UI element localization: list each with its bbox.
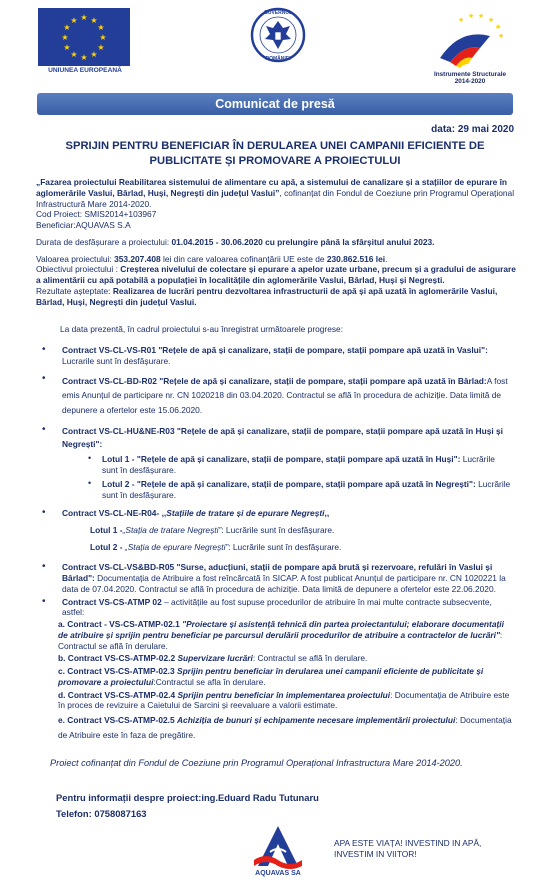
svg-text:★: ★ — [99, 33, 107, 42]
lot-title: Lotul 2 - "Rețele de apă și canalizare, stații de pompare, stații pompare apă uzată în Negrești": — [102, 479, 476, 490]
contract-status: Documentația de Atribuire a fost reîncărcată în SICAP. A fost publicat Anunțul de participare nr. CN 1020221 la data de 07.04.2020. Contractul se află în procedura de achiziție. Data limită de depunere a ofertelor este 22.06.2020. — [62, 573, 506, 594]
eu-cofinance-value: 230.862.516 lei — [326, 253, 386, 264]
project-name: „Fazarea proiectului Reabilitarea sistemului de alimentare cu apă, a sistemului de canalizare și a stațiilor de epurare în aglomerările Vaslui, Bârlad, Huși, Negrești din județul Vaslui” — [36, 177, 508, 198]
contract-status: – activitățile au fost supuse procedurilor de atribuire în mai multe contracte subsecvente, astfel: — [62, 596, 492, 618]
lot-status: Lucrările sunt în desfășurare. — [102, 454, 495, 476]
svg-text:★: ★ — [478, 12, 485, 20]
subcontract-name: Supervizare lucrări — [177, 653, 253, 664]
objective-text: Creșterea nivelului de colectare și epurare a apelor uzate urbane, precum și a gradului de asigurare a alimentării cu apă potabilă a populației în localitățile din aglomerările Vaslui, Bârlad, Huși și Negrești. — [36, 264, 516, 285]
beneficiary-name: AQUAVAS S.A — [75, 220, 131, 230]
contract-title-end: ,, — [324, 508, 330, 519]
objective-line — [36, 264, 516, 286]
subcontract-status: : Contractul se află în derulare. — [58, 629, 503, 651]
project-details — [36, 177, 516, 307]
contracts-list — [42, 345, 512, 745]
svg-text:★: ★ — [458, 16, 465, 24]
svg-text:★: ★ — [468, 12, 475, 20]
page-title: SPRIJIN PENTRU BENEFICIAR ÎN DERULAREA UNEI CAMPANII EFICIENTE DE PUBLICITATE ȘI PROMOVARE A PROIECTULUI — [65, 140, 485, 167]
svg-text:★: ★ — [61, 33, 69, 42]
subcontract-c — [42, 666, 512, 688]
lot-group — [90, 525, 512, 553]
objective-label: Obiectivul proiectului : — [36, 264, 121, 275]
duration-label: Durata de desfășurare a proiectului: — [36, 236, 172, 247]
aquavas-water-icon — [246, 822, 310, 872]
subcontract-name: Sprijin pentru beneficiar în implementarea proiectului — [177, 689, 391, 700]
subcontract-e — [42, 713, 512, 743]
gov-top-text: GUVERNUL — [263, 10, 293, 16]
lot-item — [82, 454, 512, 476]
aquavas-brand: AQUAVAS SA — [255, 870, 301, 877]
project-code: SMIS2014+103967 — [84, 209, 157, 220]
duration-value: 01.04.2015 - 30.06.2020 cu prelungire până la sfârșitul anului 2023. — [171, 236, 435, 247]
project-intro-rest: , cofinanțat din Fondul de Coeziune prin Programul Operațional Infrastructură Mare 2014-2020. — [36, 187, 515, 209]
project-value: 353.207.408 — [114, 253, 161, 264]
is-label-years: 2014-2020 — [454, 78, 486, 86]
lot-item — [90, 542, 512, 553]
logo-header — [0, 0, 550, 92]
svg-text:★: ★ — [80, 53, 88, 62]
subcontract-title: e. Contract VS-CS-ATMP-02.5 — [58, 715, 177, 726]
svg-text:★: ★ — [63, 23, 71, 32]
lot-title: Lotul 1 - "Rețele de apă și canalizare, stații de pompare, stații pompare apă uzată în Huși": — [102, 454, 461, 465]
results-text: Realizarea de lucrări pentru dezvoltarea infrastructurii de apă și apă uzată în aglomerările Vaslui, Bârlad, Huși, Negrești din județul Vaslui. — [36, 285, 498, 307]
results-label: Rezultate așteptate: — [36, 285, 113, 296]
lot-item — [82, 479, 512, 501]
duration-line — [36, 237, 516, 248]
romanian-government-logo — [250, 4, 306, 66]
lot-status: : Lucrările sunt în desfășurare. — [228, 541, 342, 552]
cofinance-statement: Proiect cofinanțat din Fondul de Coeziune prin Programul Operațional Infrastructura Mare 2014-2020. — [50, 758, 463, 768]
list-item — [42, 508, 512, 552]
subcontract-title: c. Contract VS-CS-ATMP-02.3 — [58, 666, 177, 677]
subcontract-title: d. Contract VS-CS-ATMP-02.4 — [58, 689, 178, 700]
value-end: . — [385, 253, 388, 264]
project-code-line — [36, 209, 516, 220]
eu-stars-icon — [38, 8, 130, 66]
contract-title: Contract VS-CL-VS-R01 "Rețele de apă și canalizare, stații de pompare, stații pompare apă uzată în Vaslui": — [62, 345, 488, 355]
project-intro — [36, 177, 516, 209]
subcontract-status: : Documentația de Atribuire este în proces de revizuire a Caietului de Sarcini și reevaluare a valorii estimate. — [58, 689, 510, 711]
lot-name: „Stația de epurare Negrești” — [122, 541, 229, 552]
eu-label: UNIUNEA EUROPEANĂ — [48, 67, 122, 74]
lot-title: Lotul 1 - — [90, 524, 123, 535]
contact-info — [56, 790, 319, 821]
contract-title: Contract VS-CL-VS&BD-R05 "Surse, aducțiuni, stații de pompare apă brută și rezervoare, refulări în Vaslui și Bârlad": — [62, 562, 493, 584]
value-line — [36, 254, 516, 265]
svg-text:★: ★ — [80, 13, 88, 22]
press-release-banner: Comunicat de presă — [37, 93, 513, 115]
subcontract-title: a. Contract - VS-CS-ATMP-02.1 — [58, 619, 183, 630]
svg-text:★: ★ — [498, 32, 505, 40]
contract-title: Contract VS-CL-HU&NE-R03 "Rețele de apă și canalizare, stații de pompare, stații pompare apă uzată în Huși și Negrești": — [62, 425, 503, 450]
list-item — [42, 345, 512, 367]
contract-title: Contract VS-CS-ATMP 02 — [62, 596, 162, 607]
list-item — [42, 562, 512, 594]
value-label: Valoarea proiectului: — [36, 253, 115, 264]
svg-text:★: ★ — [97, 43, 105, 52]
subcontract-status: :Contractul se afla în derulare. — [153, 676, 266, 687]
contract-title-italic: Stațiile de tratare și de epurare Negrești — [166, 508, 325, 519]
contact-person: Pentru informații despre proiect:ing.Eduard Radu Tutunaru — [56, 792, 319, 803]
list-item — [42, 425, 512, 502]
subcontract-name: Sprijin pentru beneficiar în derularea unei campanii eficiente de publicitate și promovare a proiectului — [58, 666, 484, 687]
is-label-name: Instrumente Structurale — [433, 71, 507, 78]
svg-text:★: ★ — [70, 50, 78, 59]
svg-text:★: ★ — [70, 16, 78, 25]
results-line — [36, 286, 516, 308]
subcontract-b — [42, 653, 512, 664]
lot-item — [90, 525, 512, 536]
list-item — [42, 597, 512, 619]
svg-text:★: ★ — [90, 50, 98, 59]
contract-title: Contract VS-CL-NE-R04- ,, — [62, 508, 167, 519]
beneficiary-line — [36, 220, 516, 231]
progress-intro: La data prezentă, în cadrul proiectului s-au înregistrat următoarele progrese: — [60, 324, 344, 334]
release-date: data: 29 mai 2020 — [431, 124, 514, 135]
subcontract-name: "Proiectare și asistență tehnică din partea proiectantului; elaborare documentații de atribuire și sprijin pentru beneficiar pe parcursul derulării procedurilor de atribuire a contractelor de lucrări" — [58, 619, 504, 640]
gov-bottom-text: ROMÂNIEI — [265, 56, 291, 62]
beneficiary-label: Beneficiar: — [36, 220, 76, 230]
instrumente-structurale-logo — [420, 8, 520, 70]
government-eagle-icon — [250, 4, 306, 66]
svg-text:★: ★ — [488, 16, 495, 24]
subcontract-title: b. Contract VS-CS-ATMP-02.2 — [58, 653, 178, 664]
structural-instruments-icon — [420, 8, 520, 70]
value-mid: lei din care valoarea cofinanțării UE este de — [160, 253, 327, 264]
subcontract-name: Achiziția de bunuri și echipamente necesare implementării proiectului — [176, 715, 456, 726]
svg-text:★: ★ — [90, 16, 98, 25]
contract-status: Lucrarile sunt în desfășurare. — [62, 355, 171, 366]
subcontract-status: : Documentația de Atribuire este în faza de pregătire. — [58, 715, 512, 741]
lot-status: Lucrările sunt în desfășurare. — [102, 479, 511, 501]
svg-text:★: ★ — [97, 23, 105, 32]
project-code-label: Cod Proiect: — [36, 209, 85, 220]
list-item — [42, 374, 512, 418]
contact-phone: Telefon: 0758087163 — [56, 807, 147, 819]
svg-text:★: ★ — [63, 43, 71, 52]
contract-title: Contract VS-CL-BD-R02 "Rețele de apă și canalizare, stații de pompare, stații pompare apă uzată în Bârlad: — [62, 375, 487, 386]
aquavas-slogan: APA ESTE VIAȚA! INVESTIND IN APĂ, INVESTIM IN VIITOR! — [334, 838, 482, 859]
lot-title: Lotul 2 - — [90, 541, 123, 552]
eu-flag-logo — [38, 8, 130, 66]
subcontract-a — [42, 619, 512, 651]
is-label — [410, 71, 530, 86]
lot-name: „Stația de tratare Negrești” — [122, 524, 222, 535]
contract-status: A fost emis Anunțul de participare nr. CN 1020218 din 03.04.2020. Contractul se află în procedura de achiziție. Data limită de depunere a ofertelor este 15.06.2020. — [62, 375, 508, 415]
lot-status: : Lucrările sunt în desfășurare. — [221, 524, 335, 535]
svg-text:★: ★ — [495, 23, 502, 31]
subcontract-status: : Contractul se află în derulare. — [252, 653, 368, 664]
subcontract-d — [42, 690, 512, 712]
